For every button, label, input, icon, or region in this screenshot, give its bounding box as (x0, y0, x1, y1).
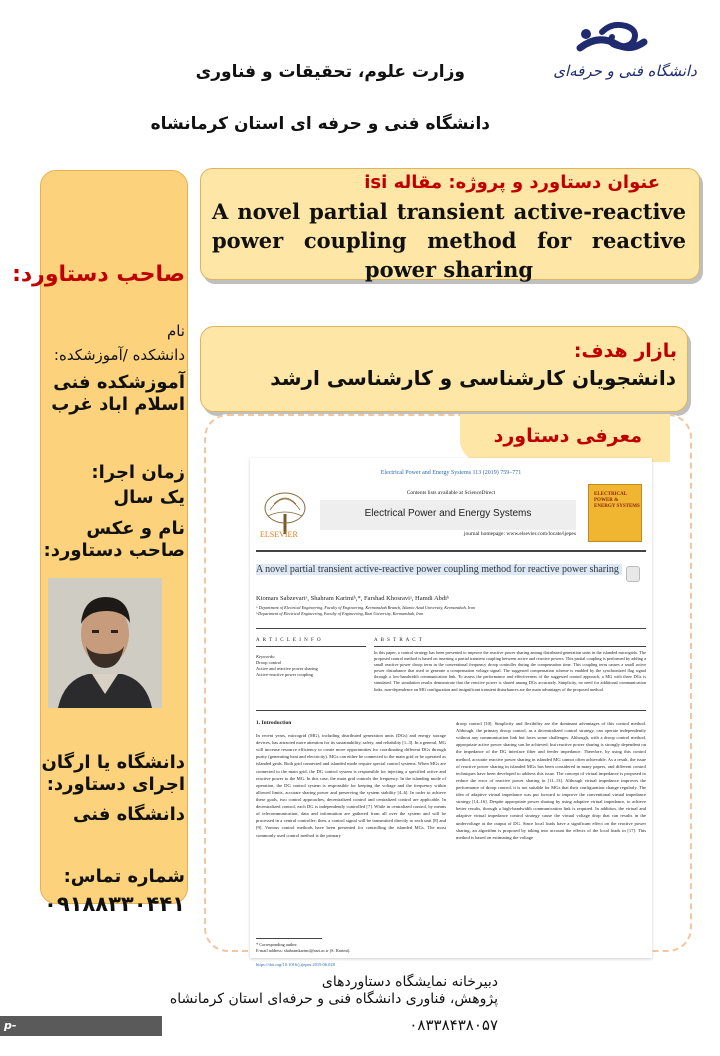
owner-phone-label: شماره تماس: (63, 866, 185, 887)
paper-intro-heading: 1. Introduction (256, 720, 292, 726)
intro-label: معرفی دستاورد (493, 425, 642, 447)
owner-portrait-icon (48, 578, 162, 708)
paper-header (256, 482, 646, 540)
paper-publisher: ELSEVIER (260, 530, 298, 539)
owner-photo-label: نام و عکس صاحب دستاورد: (43, 518, 185, 561)
owner-heading: صاحب دستاورد: (12, 262, 185, 287)
paper-body-right: droop control [10]. Simplicity and flexibility are the dominant advantages of this control method. Although, the primary droop control, as a decentralized control strategy, can operate independently without any communication link but faces some challenges. Although, with a droop control method, appropriate active power sharing can be achieved, but reactive power sharing is strongly dependent on the impedance of the DG interface filter and feeder impedance. Therefore, by using this control method, accurate reactive power sharing in islanded MG cannot often achievable. As a result, the issue of reactive power sharing in islanded MGs has been considered in many papers, and different control techniques have been developed to address this issue. The concept of virtual impedance is proposed to reduce the error of reactive power sharing in [11–13]. Although virtual impedance improves the performance of droop control, it is not suitable for MGs that their configuration change regularly. The idea of adaptive virtual impedance was put forward to improve the conventional virtual impedance strategy [14–16]. Despite appropriate power sharing by using adaptive virtual impedance, to achieve better results, through a high-bandwidth communication link is required. In addition, the virtual and adaptive virtual impedance control strategy cause the virtual voltage drop that can results in the undervoltage at the output of DG. Since local loads have a significant effect on the reactive power sharing, an algorithm is proposed by taking into account the effects of the local loads in [17]. This method is based on estimating the voltage (456, 721, 646, 840)
owner-duration-value: یک سال (113, 487, 185, 508)
paper-authors: Kiomars Sabzevariᵃ, Shahram Karimiᵇ,*, Farshad Khosraviᵃ, Hamdi Abdiᵇ (256, 595, 449, 602)
footer-phone: ۰۸۳۳۸۴۳۸۰۵۷ (409, 1016, 498, 1034)
project-title: A novel partial transient active-reactive power coupling method for reactive power sharing (212, 199, 686, 282)
owner-faculty-label: دانشکده /آموزشکده: (53, 346, 185, 364)
website-link[interactable]: p-islamabadgharb.nus.ac.ir (0, 1016, 162, 1036)
footer-secretariat (170, 974, 498, 1008)
owner-faculty-value: آموزشکده فنی اسلام اباد غرب (51, 372, 185, 415)
paper-doi-link[interactable]: https://doi.org/10.1016/j.ijepes.2019.06.028 (256, 962, 335, 967)
title-label: عنوان دستاورد و پروژه: مقاله isi (364, 172, 660, 193)
paper-journal-ref: Electrical Power and Energy Systems 113 (2019) 759–771 (380, 470, 522, 476)
paper-affiliations: ᵃ Department of Electrical Engineering, Faculty of Engineering, Kermanshah Branch, Islamic Azad University, Kermanshah, Iran ᵇ Department of Electrical Engineering, Faculty of Engineering, Razi University, Kermanshah, Iran (256, 605, 475, 616)
owner-org-value: دانشگاه فنی (73, 804, 185, 825)
university-logo (540, 18, 710, 88)
paper-contents-line: Contents lists available at ScienceDirect (406, 490, 496, 496)
market-value: دانشجویان کارشناسی و کارشناسی ارشد (270, 366, 676, 390)
paper-journal-name: Electrical Power and Energy Systems (364, 508, 532, 519)
paper-body-left: In recent years, microgrid (MG), including distributed generation units (DGs) and energy storage devices, has attracted more attention for its sustainability, safety, and reliability [1–3]. In a general, MG will increase resource efficiency to create more opportunities for coordinating different DGs through purity (generating heat and electricity). MGs can either be connected to the main grid or be operated as islanded grids. Both grid connected and islanded mode require special control systems. When MGs are connected to the main grid, the DG control system is responsible for injecting a specified active and reactive power to the MG. In this case, the main grid controls the frequency. In the islanding mode of operation, the DG control system is responsible for keeping the voltage and the frequency within allowed limits, accurate sharing power and preserving the system stability [4–6]. In order to achieve these goals, two control approaches, decentralized control and centralized control are applicable. In decentralized control, each DG is independently controlled [7]. While in centralized control, by means of telecommunication, data and information are gathered from all over the system and will be processed in a central controller; then, a control signal will be transmitted directly to each unit [8] and [9]. Various control methods have been presented for controlling the islanded MGs. The most commonly used control method is the primary (256, 733, 446, 838)
paper-first-page (250, 458, 652, 967)
check-updates-icon (626, 566, 640, 582)
paper-title: A novel partial transient active-reactive power coupling method for reactive power sharing (256, 564, 622, 575)
journal-cover-text: ELECTRICAL POWER & ENERGY SYSTEMS (594, 492, 640, 509)
market-label: بازار هدف: (573, 340, 677, 362)
paper-keywords: Keywords: Droop control Active and reactive power sharing Active-reactive power coupling (256, 654, 318, 678)
abstract-heading: A B S T R A C T (374, 638, 423, 643)
article-info-heading: A R T I C L E I N F O (256, 638, 322, 643)
footer-line-1: دبیرخانه نمایشگاه دستاوردهای (321, 974, 498, 990)
owner-phone-value: ۰۹۱۸۸۳۳۰۴۴۱ (44, 892, 185, 916)
owner-duration-label: زمان اجرا: (91, 462, 185, 483)
paper-homepage: journal homepage: www.elsevier.com/locate/ijepes (463, 531, 576, 537)
university-title: دانشگاه فنی و حرفه ای استان کرمانشاه (150, 114, 490, 134)
ministry-title: وزارت علوم، تحقیقات و فناوری (195, 62, 465, 82)
logo-text: دانشگاه فنی و حرفه‌ای (553, 62, 697, 80)
paper-footnote: * Corresponding author. E-mail address: shahramkarimi@razi.ac.ir (S. Karimi). (256, 942, 351, 954)
owner-photo (48, 578, 162, 708)
footer-line-2: پژوهش، فناوری دانشگاه فنی و حرفه‌ای استان کرمانشاه (169, 991, 498, 1008)
owner-name-label: نام (166, 322, 185, 340)
owner-org-label: دانشگاه یا ارگان اجرای دستاورد: (41, 752, 185, 795)
paper-abstract: In this paper, a control strategy has been presented to improve the reactive power sharing among distributed generation units in the islanded microgrids. The proposed control method is based on inserting a partial transient coupling between active and reactive powers. This partial coupling is performed by adding a small reactive power droop term in the conventional frequency droop controller during the compensation time. This coupling term causes a small active power disturbance that used to generate a compensation voltage signal. The suggested compensation scheme is enabled by the synchronized flag signal through a low-bandwidth communication link. To assess the performance and effectiveness of the suggested control approach, a MG with three DGs is simulated. The simulation results demonstrate that the reactive power is shared among DGs accurately. Simplicity, no need for additional communication links, non-dependence on MG configuration and insignificant transient disturbances are the main advantages of the proposed method. (374, 650, 646, 692)
